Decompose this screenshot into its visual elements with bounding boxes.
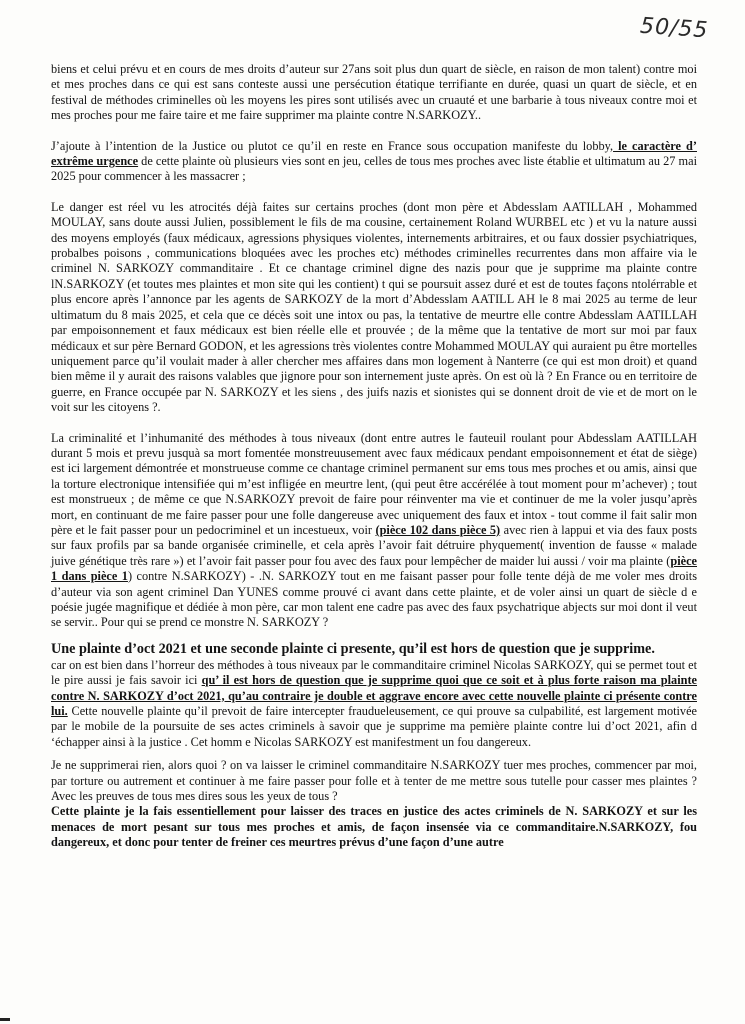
paragraph-2-text-c: de cette plainte où plusieurs vies sont en jeu, celles de tous mes proches avec liste établie et ultimatum au 27 mai 2025 pour commencer à les massacrer ;	[51, 154, 697, 184]
paragraph-5-text-c: Cette nouvelle plainte qu’il prevoit de faire intercepter fraudueleusement, ce qui prouve sa culpabilité, est largement motivée par le mobile de la poursuite de ses actes criminels à savoir que je supprime ma pemière plainte contre lui d’oct 2021, afin d ‘échapper ainsi à la justice . Cet homm e Nicolas SARKOZY est manifestment un fou dangereux.	[51, 704, 697, 749]
paragraph-4-text-e: ) contre N.SARKOZY) - .N. SARKOZY tout en me faisant passer pour folle tente déjà de me voler mes droits d’auteur via son agent criminel Dan YUNES comme prouvé ci avant dans cette plainte, et de voler ainsi un quart de siècle d e poésie jugée magnifique et dédiée à mon père, car mon talent ene cadre pas avec des faux psychatrique abjects sur moi dont il veut se servir.. Pour qui se prend ce monstre N. SARKOZY ?	[51, 569, 697, 630]
page-number: 50/55	[639, 13, 710, 44]
paragraph-5	[51, 658, 697, 750]
paragraph-4	[51, 431, 697, 631]
paragraph-4-exhibit-ref-1: (pièce 102 dans pièce 5)	[375, 522, 501, 537]
paragraph-7: Cette plainte je la fais essentiellement pour laisser des traces en justice des actes criminels de N. SARKOZY et sur les menaces de mort pesant sur tous mes proches et amis, de façon insensée via ce commanditaire.N.SARKOZY, fou dangereux, et donc pour tenter de freiner ces meurtres prévus d’une façon d’une autre	[51, 804, 697, 850]
paragraph-5-text-a: car on est bien dans l’horreur des méthodes à tous niveaux par le commanditaire criminel Nicolas SARKOZY, qui se permet tout et le pire aussi je fais savoir ici	[51, 657, 697, 688]
paragraph-3: Le danger est réel vu les atrocités déjà faites sur certains proches (dont mon père et Abdesslam AATILLAH , Mohammed MOULAY, sans doute aussi Julien, possiblement le fils de ma cousine, certainement Roland WURBEL etc ) et vu la nature aussi des moyens employés (faux médicaux, agressions physiques violentes, internements arbitraires, et ou faux dossier psychiatriques, probalbes poisons , communications bloquées avec les proches etc) méthodes criminelles recurrentes dans mon affaire via le criminel N. SARKOZY commanditaire . Et ce chantage criminel digne des nazis pour que je supprime ma plainte contre lN.SARKOZY (et toutes mes plaintes et mon site qui les contient) t qui se poursuit assez duré et est de toutes façons ntolérrable et plus encore après l’annonce par les agents de SARKOZY de la mort d’Abdesslam AATILL AH le 8 mai 2025 au terme de leur ultimatum du 8 mais 2025, et cela que ce décès soit une intox ou pas, la tentative de meurtre elle contre Abdesslam AATILLAH par empoisonnement et faux médicaux est bien réelle elle et prouvée ; de la même que la tentative de mort sur moi par faux médicaux et sur père Bernard GODON, et les agressions très violentes contre Mohammed MOULAY qui auraient pu être mortelles uniquement parce qu’il voulait mader à aller chercher mes affaires dans mon logement à Nanterre (ce qui est mon droit) et quand bien même il y aurait des raisons valables que jignore pour son internement juste après. On est où là ? En France ou en territoire de guerre, en France occupée par N. SARKOZY et les siens , des juifs nazis et sionistes qui se donnent droit de vie et de mort on le voit sur les citoyens ?.	[51, 199, 697, 415]
paragraph-2-text-a: J’ajoute à l’intention de la Justice ou plutot ce qu’il en reste en France sous occupation manifeste du lobby,	[51, 138, 614, 153]
paragraph-5-emphasis: qu’ il est hors de question que je supprime quoi que ce soit et à plus forte raison ma plainte contre N. SARKOZY d’oct 2021, qu’au contraire je double et aggrave encore avec cette nouvelle plainte ci présente contre lui.	[51, 673, 698, 719]
paragraph-1: biens et celui prévu et en cours de mes droits d’auteur sur 27ans soit plus dun quart de siècle, en raison de mon talent) contre moi et mes proches dans ce qui est sans conteste aussi une persécution étatique terrifiante en durée, quasi un quart de siècle, et en festival de méthodes criminelles où les moyens les pires sont utilisés avec un cruauté et une barbarie à tous niveaux contre moi et mes proches pour me faire taire et me faire supprimer ma plainte contre N.SARKOZY..	[51, 62, 697, 123]
paragraph-4-text-c: avec rien à lappui et via des faux posts sur faux profils par sa bande organisée criminelle, et cela après l’avoir fait détruire phyquement( invention de fausse « malade juive génétique très rare ») et l’avoir fait passer pour fou avec des faux pour lempêcher de maider lui aussi / voir ma plainte (	[51, 522, 697, 568]
scan-mark	[0, 1018, 10, 1021]
paragraph-2	[51, 139, 697, 185]
document-body	[51, 62, 697, 851]
section-heading: Une plainte d’oct 2021 et une seconde plainte ci presente, qu’il est hors de question que je supprime.	[51, 640, 655, 657]
paragraph-4-text-a: La criminalité et l’inhumanité des méthodes à tous niveaux (dont entre autres le fauteuil roulant pour Abdesslam AATILLAH durant 5 mois et prevu jusquà sa mort fomentée monstreuusement avec faux médicaux pendant empoisonnement et état de siège) est ici largement démontrée et monstrueuse comme ce chantage criminel permanent sur ems tous mes proches et ou amis, ainsi que la torture electronique intensifiée qui m’est infligée en meurtre lent, (qui peut être accérélée à tout moment pour m’achever) ; tout est monstrueux ; de même ce que N.SARKOZY prevoit de faire pour réinventer ma vie et continuer de me la voler jusqu’après mort, en continuant de me faire passer pour une folle dangereuse avec uniquement des faux et intox - tout comme il fait salir mon père et le fait passer pour un pedocriminel et un incestueux, voir	[51, 430, 697, 537]
paragraph-4-exhibit-ref-2: pièce 1 dans pièce 1	[51, 553, 697, 584]
paragraph-2-emphasis: le caractère d’ extrême urgence	[51, 138, 697, 169]
paragraph-6: Je ne supprimerai rien, alors quoi ? on va laisser le criminel commanditaire N.SARKOZY tuer mes proches, commencer par moi, par torture ou autrement et continuer à me faire passer pour folle et à tenter de me mettre sous tutelle pour casser mes plaintes ? Avec les preuves de tous mes dires sous les yeux de tous ?	[51, 758, 697, 804]
